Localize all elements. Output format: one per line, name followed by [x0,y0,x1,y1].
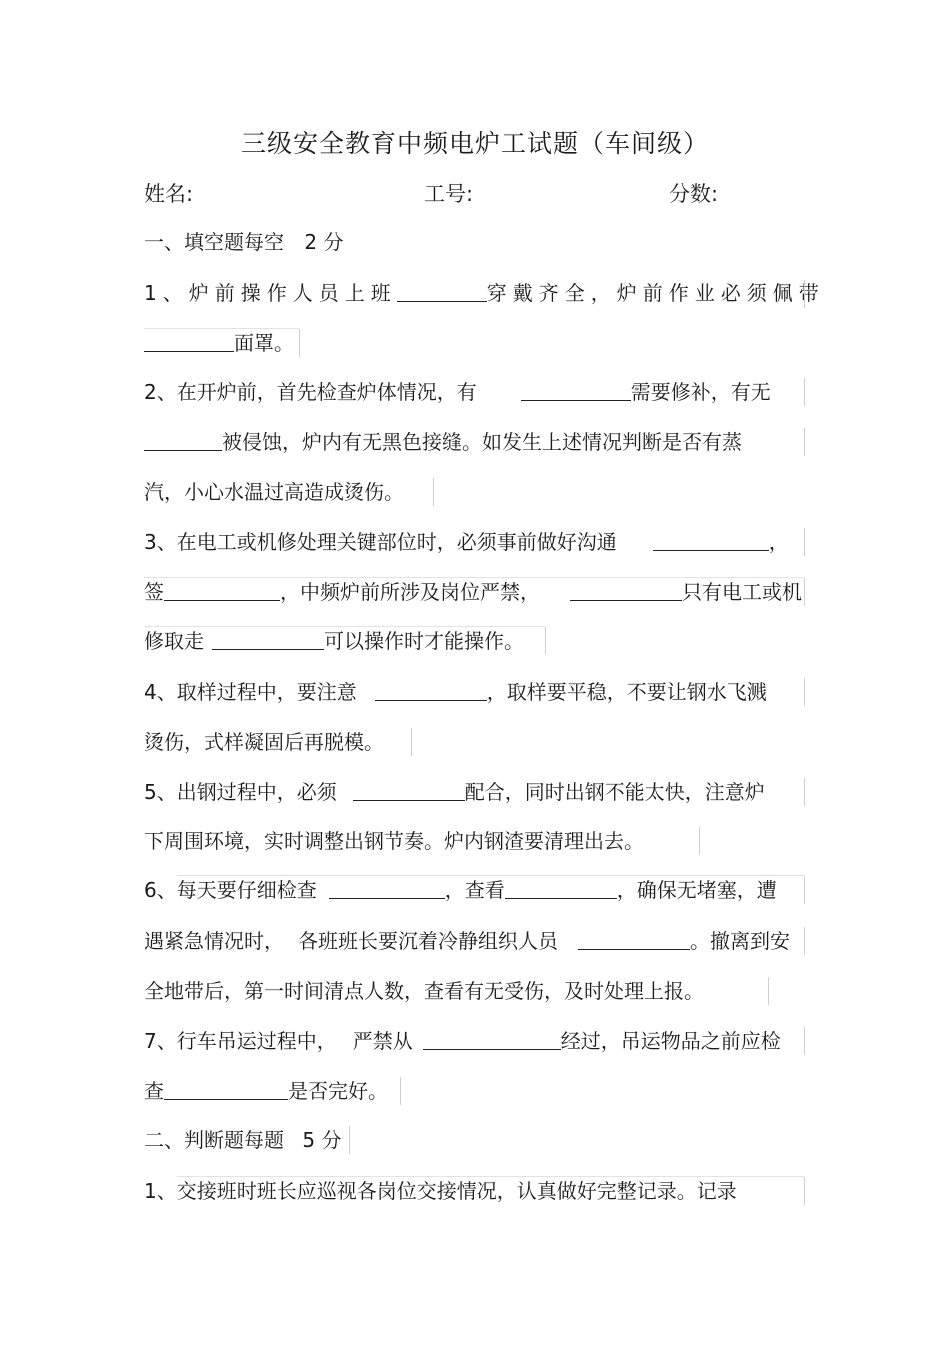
question-5-line-1 [144,778,765,806]
q5-text-b: 配合，同时出钢不能太快，注意炉 [464,780,765,804]
q6-text-f: 。撤离到安 [690,929,790,953]
question-4-line-2 [144,728,384,756]
q3-text-e: 只有电工或机 [682,580,802,604]
section2-heading-text: 二、判断题每题 [144,1128,284,1152]
divider [433,478,434,506]
question-6-line-2 [144,927,790,955]
q6-text-c: ，确保无堵塞，遭 [616,878,777,902]
divider [804,927,805,955]
q3-blank-1[interactable] [653,530,769,551]
q4-text-a: 4、取样过程中，要注意 [144,680,357,704]
judgement-1-line-1 [144,1177,737,1205]
divider [804,1177,805,1205]
q2-text-d: 汽，小心水温过高造成烫伤。 [144,480,404,504]
q4-text-c: 烫伤，式样凝固后再脱模。 [144,730,384,754]
q5-blank-1[interactable] [353,780,465,801]
divider [699,827,700,855]
q7-text-c: 经过，吊运物品之前应检 [560,1029,781,1053]
q3-text-b: ， [768,530,789,554]
question-3-line-1 [144,528,789,556]
q7-blank-2[interactable] [164,1079,288,1100]
divider [400,1077,401,1105]
q3-blank-2[interactable] [164,580,280,601]
divider [804,678,805,706]
divider [804,778,805,806]
q2-blank-2[interactable] [144,430,222,451]
q1-text-a: 1、炉前操作人员上班 [144,281,397,305]
q2-text-c: 被侵蚀，炉内有无黑色接缝。如发生上述情况判断是否有蒸 [222,430,742,454]
q3-text-g: 可以操作时才能操作。 [324,629,524,653]
q3-text-f: 修取走 [144,629,204,653]
q7-text-e: 是否完好。 [288,1079,388,1103]
q4-blank-1[interactable] [375,680,487,701]
question-3-line-2 [144,578,802,606]
name-label: 姓名: [144,182,194,206]
q3-text-d: ，中频炉前所涉及岗位严禁， [280,580,540,604]
q7-text-b: 严禁从 [352,1029,413,1053]
q1-blank-2[interactable] [144,331,234,352]
q2-text-b: 需要修补，有无 [630,380,771,404]
page-title: 三级安全教育中频电炉工试题（车间级） [240,129,709,158]
section2-points: 5 分 [302,1128,342,1152]
divider [349,1126,350,1154]
j1-text-a: 1、交接班时班长应巡视各岗位交接情况，认真做好完整记录。记录 [144,1179,737,1203]
question-1-line-2 [144,329,294,357]
section1-points: 2 分 [304,230,344,254]
score-label: 分数: [669,182,719,206]
q6-text-e: 各班班长要沉着冷静组织人员 [298,929,558,953]
q2-text-a: 2、在开炉前，首先检查炉体情况，有 [144,380,477,404]
divider [768,977,769,1005]
q3-text-a: 3、在电工或机修处理关键部位时，必须事前做好沟通 [144,530,617,554]
q7-blank-1[interactable] [423,1029,561,1050]
divider [144,626,545,627]
question-7-line-1 [144,1027,781,1055]
divider [144,328,299,329]
q5-text-a: 5、出钢过程中，必须 [144,780,337,804]
divider [804,428,805,456]
divider [804,876,805,904]
q6-text-b: ，查看 [444,878,505,902]
divider [144,577,804,578]
question-3-line-3 [144,627,524,655]
q4-text-b: ，取样要平稳，不要让钢水飞溅 [486,680,767,704]
question-2-line-1 [144,378,771,406]
divider [177,875,804,876]
q1-text-b: 穿戴齐全，炉前作业必须佩带 [486,281,825,305]
q6-text-g: 全地带后，第一时间清点人数，查看有无受伤，及时处理上报。 [144,979,704,1003]
q3-blank-4[interactable] [212,629,324,650]
id-label: 工号: [424,182,474,206]
question-6-line-1 [144,876,777,904]
q6-blank-1[interactable] [329,878,445,899]
divider [804,528,805,556]
q7-text-a: 7、行车吊运过程中， [144,1029,337,1053]
divider [804,1027,805,1055]
question-2-line-2 [144,428,742,456]
q1-text-c: 面罩。 [234,331,294,355]
q6-text-a: 6、每天要仔细检查 [144,878,317,902]
question-6-line-3 [144,977,704,1005]
question-2-line-3 [144,478,404,506]
divider [804,280,805,308]
divider [177,1176,804,1177]
divider [804,578,805,606]
section2-heading [144,1126,341,1154]
q7-text-d: 查 [144,1079,164,1103]
question-4-line-1 [144,678,767,706]
q3-blank-3[interactable] [570,580,682,601]
q6-text-d: 遇紧急情况时， [144,929,284,953]
q2-blank-1[interactable] [521,380,631,401]
divider [545,627,546,655]
q3-text-c: 签 [144,580,164,604]
question-5-line-2 [144,827,644,855]
section1-heading-text: 一、填空题每空 [144,230,284,254]
question-1-line-1 [144,279,825,307]
divider [299,329,300,357]
q6-blank-2[interactable] [505,878,617,899]
divider [411,728,412,756]
q5-text-c: 下周围环境，实时调整出钢节奏。炉内钢渣要清理出去。 [144,829,644,853]
q1-blank-1[interactable] [397,281,487,302]
q6-blank-3[interactable] [578,929,690,950]
question-7-line-2 [144,1077,388,1105]
section1-heading [144,228,343,256]
divider [804,378,805,406]
